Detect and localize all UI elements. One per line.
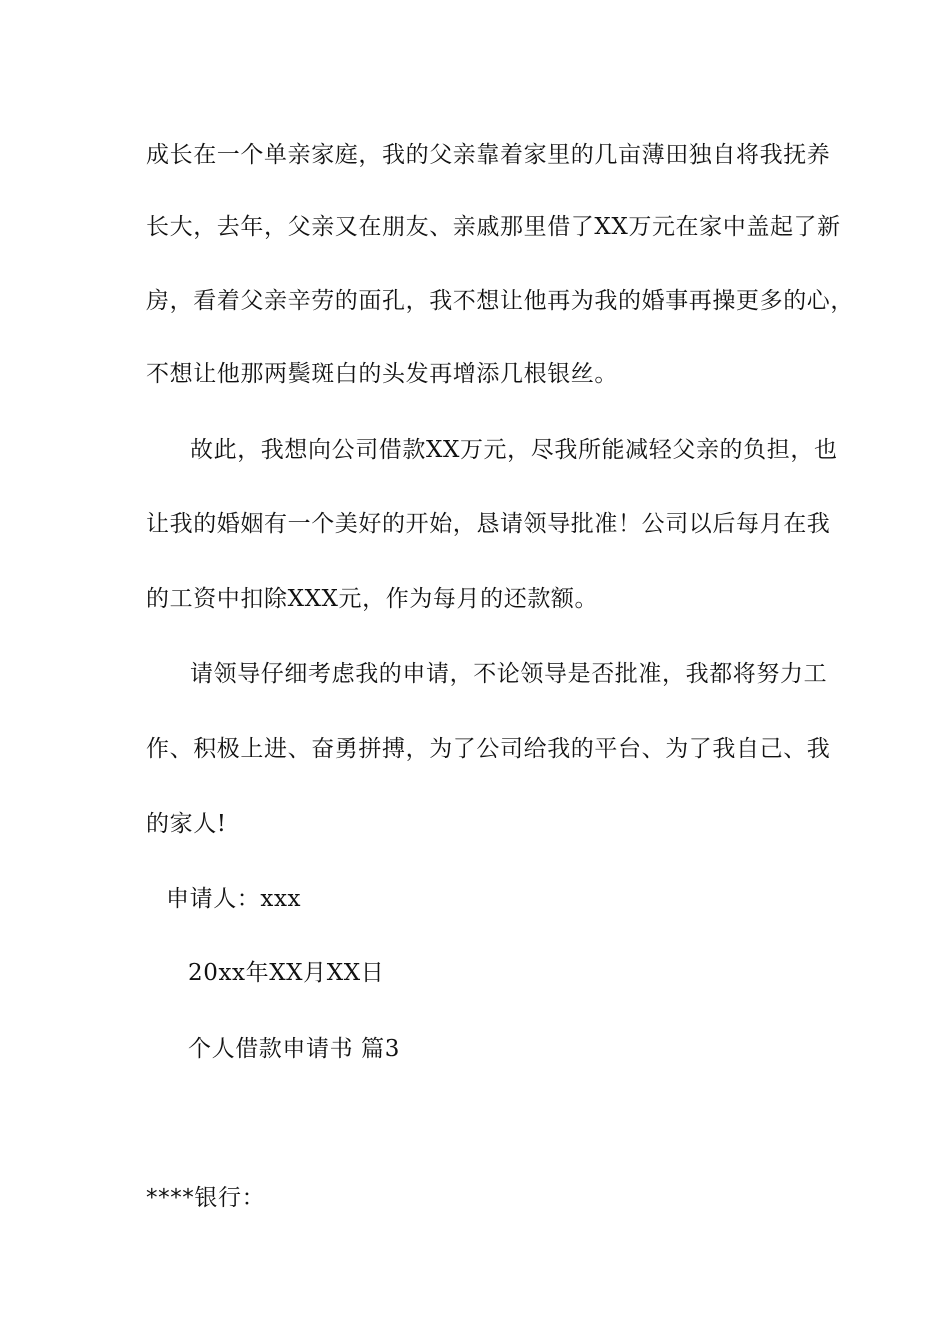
paragraph-line: 请领导仔细考虑我的申请，不论领导是否批准，我都将努力工 (190, 661, 828, 687)
paragraph-line: 不想让他那两鬓斑白的头发再增添几根银丝。 (146, 361, 618, 387)
application-date: 20xx年XX月XX日 (188, 960, 385, 986)
paragraph-line: 的工资中扣除XXX元，作为每月的还款额。 (146, 586, 599, 612)
applicant-signature: 申请人：xxx (166, 886, 302, 912)
paragraph-line: 作、积极上进、奋勇拼搏，为了公司给我的平台、为了我自己、我 (146, 736, 831, 762)
paragraph-line: 成长在一个单亲家庭，我的父亲靠着家里的几亩薄田独自将我抚养 (146, 142, 831, 168)
paragraph-line: 长大，去年，父亲又在朋友、亲戚那里借了XX万元在家中盖起了新 (146, 214, 841, 240)
section-heading: 个人借款申请书 篇3 (188, 1036, 400, 1062)
paragraph-line: 的家人! (146, 811, 227, 837)
paragraph-line: 让我的婚姻有一个美好的开始，恳请领导批准！公司以后每月在我 (146, 511, 831, 537)
addressee: ****银行： (146, 1185, 266, 1211)
paragraph-line: 故此，我想向公司借款XX万元，尽我所能减轻父亲的负担，也 (190, 437, 838, 463)
paragraph-line: 房，看着父亲辛劳的面孔，我不想让他再为我的婚事再操更多的心， (146, 288, 854, 314)
